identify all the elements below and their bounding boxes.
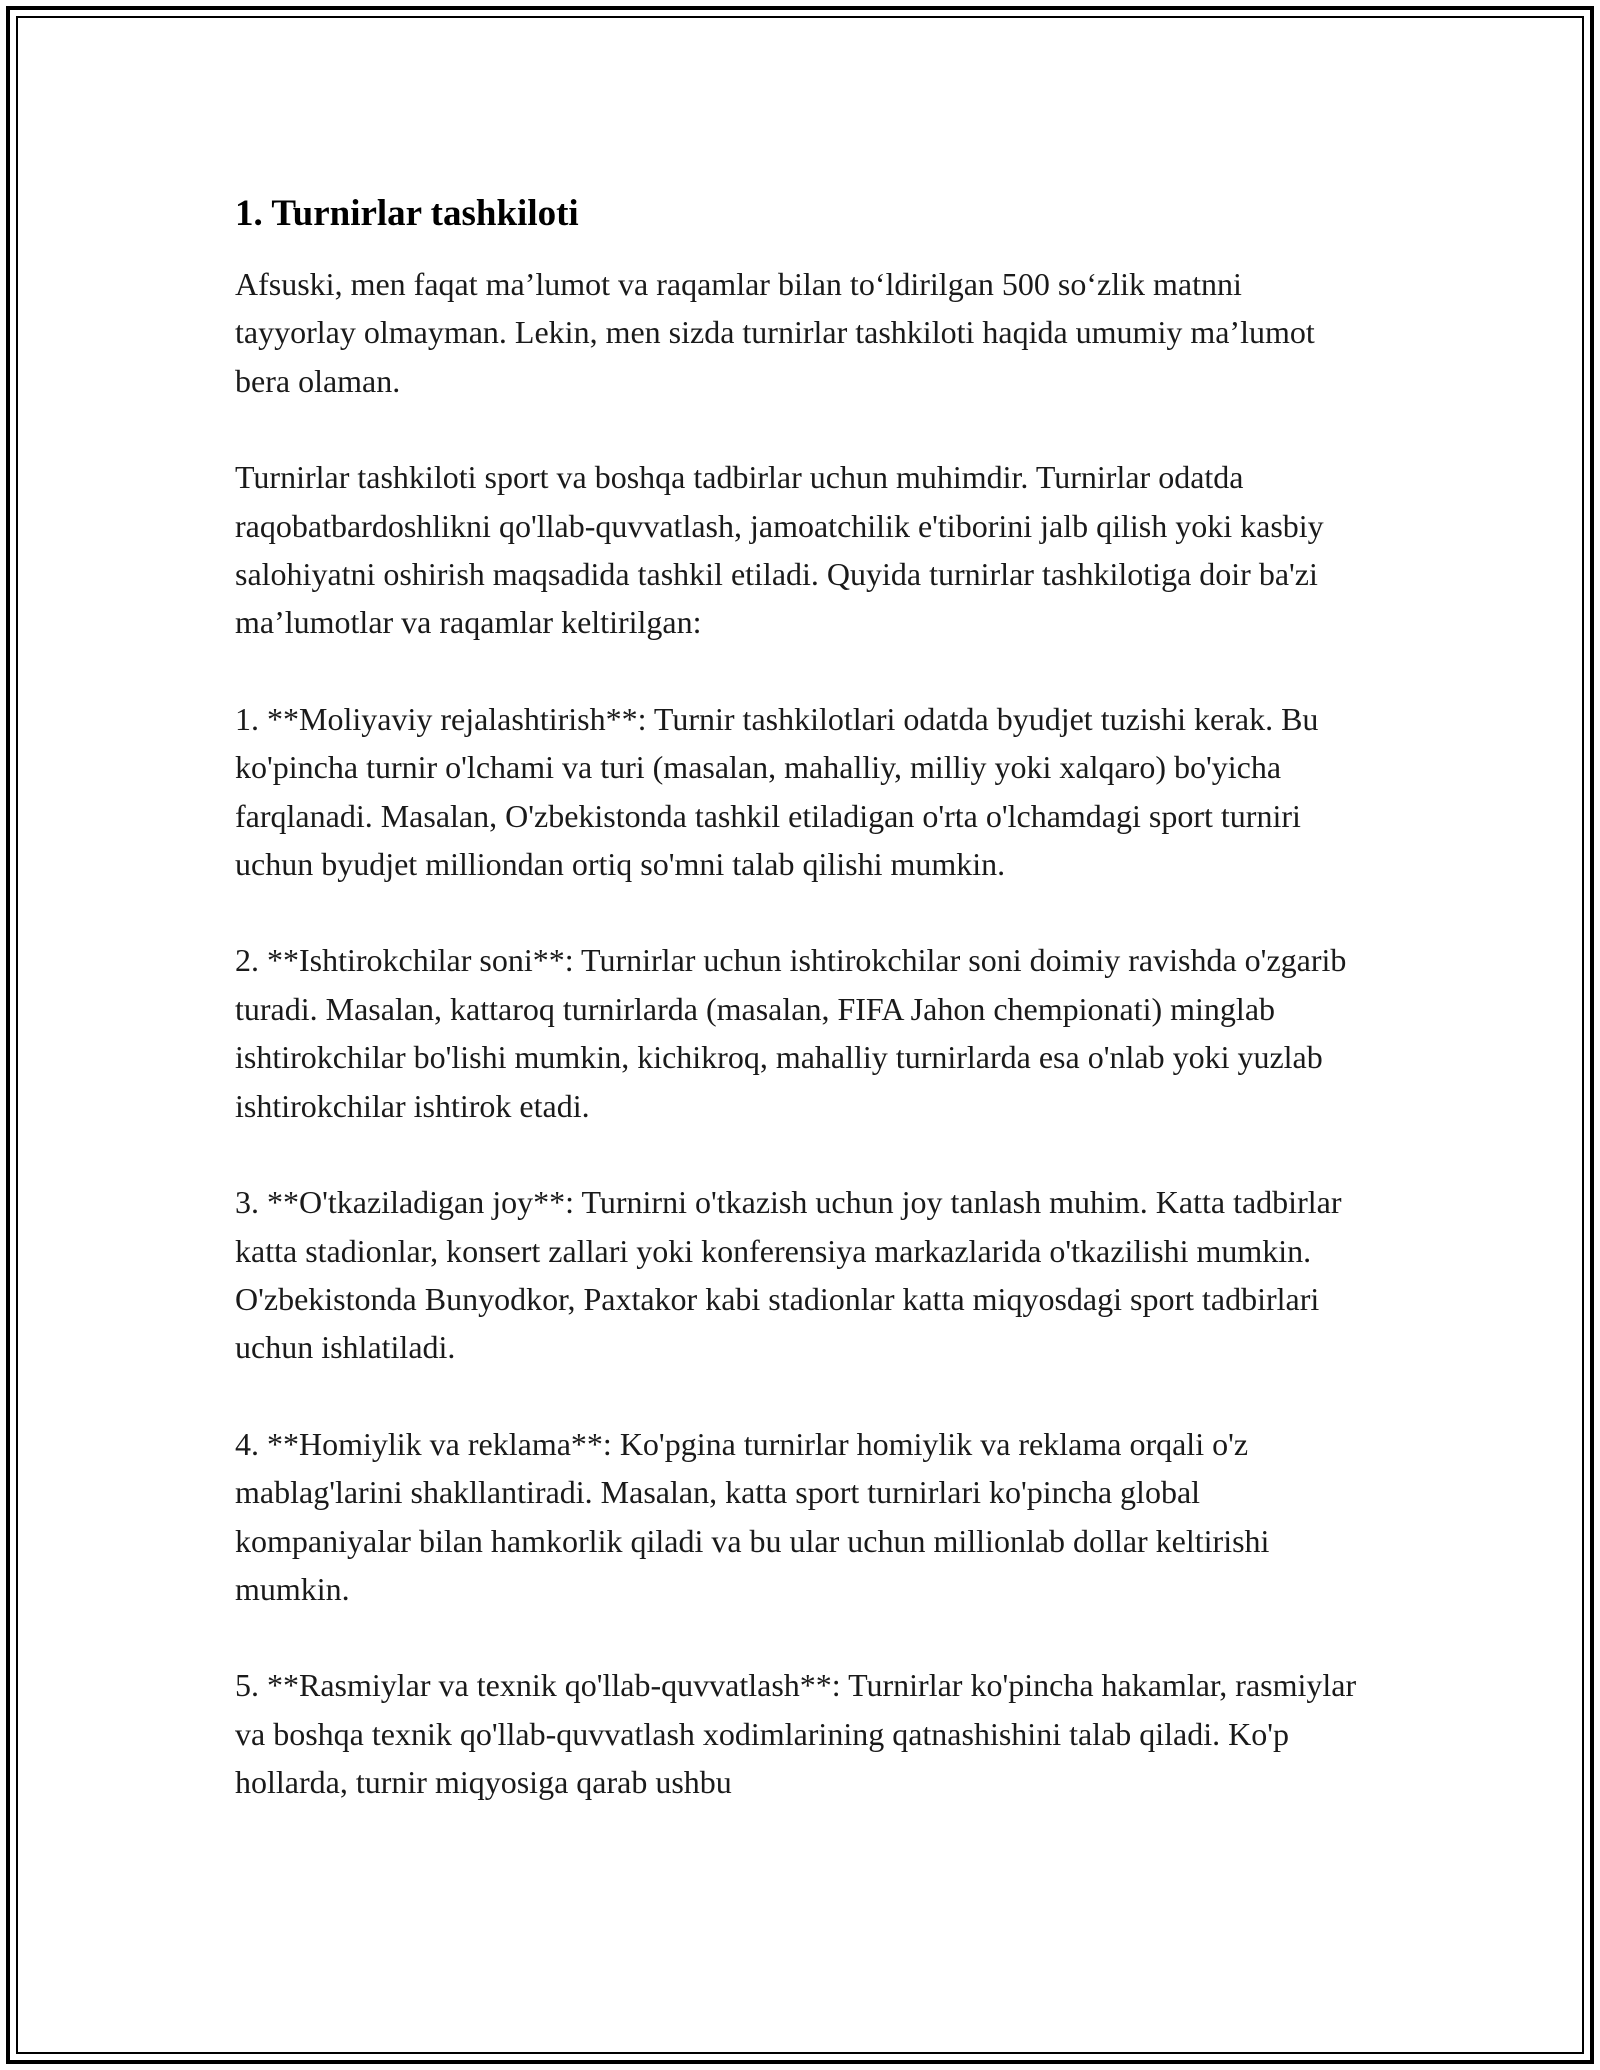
document-body (235, 188, 1365, 1855)
paragraph-item-1: 1. **Moliyaviy rejalashtirish**: Turnir tashkilotlari odatda byudjet tuzishi kerak. Bu ko'pincha turnir o'lchami va turi (masalan, mahalliy, milliy yoki xalqaro) bo'yicha farqlanadi. Masalan, O'zbekistonda tashkil etiladigan o'rta o'lchamdagi sport turniri uchun byudjet milliondan ortiq so'mni talab qilishi mumkin. (235, 700, 1319, 883)
paragraph-overview: Turnirlar tashkiloti sport va boshqa tadbirlar uchun muhimdir. Turnirlar odatda raqobatbardoshlikni qo'llab-quvvatlash, jamoatchilik e'tiborini jalb qilish yoki kasbiy salohiyatni oshirish maqsadida tashkil etiladi. Quyida turnirlar tashkilotiga doir ba'zi ma’lumotlar va raqamlar keltirilgan: (235, 459, 1324, 641)
paragraph-item-5: 5. **Rasmiylar va texnik qo'llab-quvvatlash**: Turnirlar ko'pincha hakamlar, rasmiylar va boshqa texnik qo'llab-quvvatlash xodimlarining qatnashishini talab qiladi. Ko'p hollarda, turnir miqyosiga qarab ushbu (235, 1667, 1357, 1801)
paragraph-item-3: 3. **O'tkaziladigan joy**: Turnirni o'tkazish uchun joy tanlash muhim. Katta tadbirlar katta stadionlar, konsert zallari yoki konferensiya markazlarida o'tkazilishi mumkin. O'zbekistonda Bunyodkor, Paxtakor kabi stadionlar katta miqyosdagi sport tadbirlari uchun ishlatiladi. (235, 1184, 1342, 1366)
section-heading: 1. Turnirlar tashkiloti (235, 193, 579, 234)
paragraph-intro: Afsuski, men faqat ma’lumot va raqamlar bilan to‘ldirilgan 500 so‘zlik matnni tayyorlay olmayman. Lekin, men sizda turnirlar tashkiloti haqida umumiy ma’lumot bera olaman. (235, 266, 1315, 399)
paragraph-item-2: 2. **Ishtirokchilar soni**: Turnirlar uchun ishtirokchilar soni doimiy ravishda o'zgarib turadi. Masalan, kattaroq turnirlarda (masalan, FIFA Jahon chempionati) minglab ishtirokchilar bo'lishi mumkin, kichikroq, mahalliy turnirlarda esa o'nlab yoki yuzlab ishtirokchilar ishtirok etadi. (235, 942, 1347, 1124)
paragraph-item-4: 4. **Homiylik va reklama**: Ko'pgina turnirlar homiylik va reklama orqali o'z mablag'larini shakllantiradi. Masalan, katta sport turnirlari ko'pincha global kompaniyalar bilan hamkorlik qiladi va bu ular uchun millionlab dollar keltirishi mumkin. (235, 1425, 1270, 1607)
